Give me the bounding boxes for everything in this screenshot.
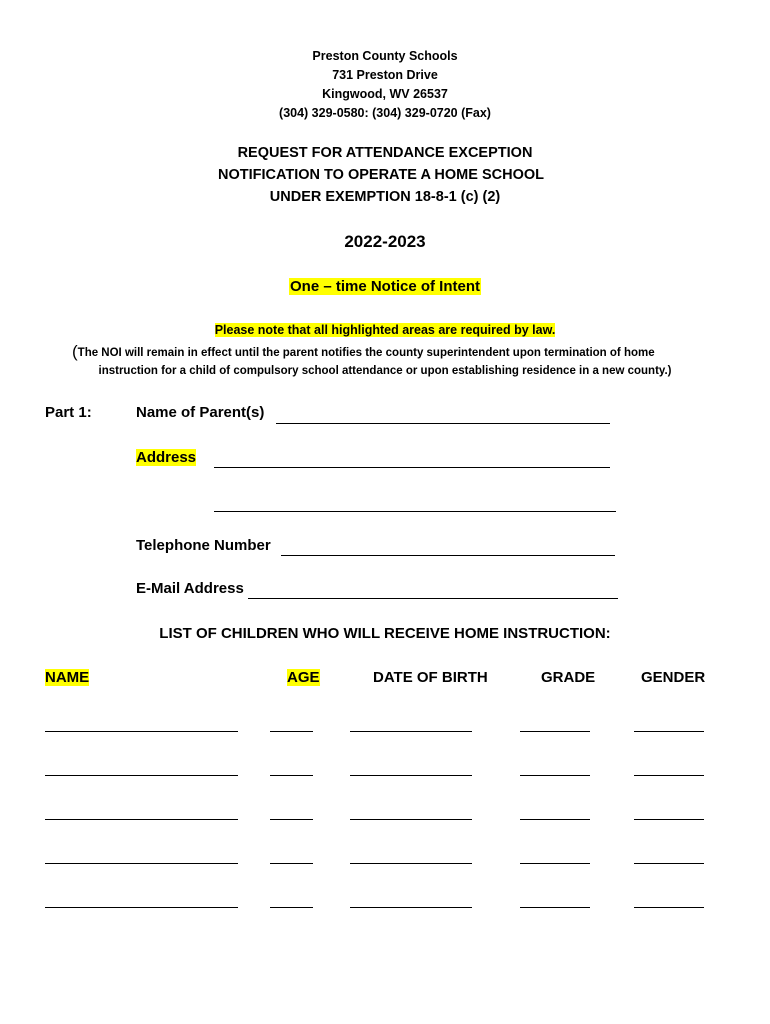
parent-name-field[interactable] xyxy=(276,423,610,424)
child-name-field[interactable] xyxy=(45,907,238,908)
address-field-line-1[interactable] xyxy=(214,467,610,468)
notice-of-intent-wrap xyxy=(0,278,770,296)
telephone-label: Telephone Number xyxy=(136,537,271,554)
child-age-field[interactable] xyxy=(270,775,313,776)
child-gender-field[interactable] xyxy=(634,863,704,864)
title-line-2: NOTIFICATION TO OPERATE A HOME SCHOOL xyxy=(218,167,544,183)
noi-note-open-paren: ( xyxy=(72,342,78,361)
col-grade: GRADE xyxy=(541,669,596,686)
child-name-field[interactable] xyxy=(45,775,238,776)
child-grade-field[interactable] xyxy=(520,907,590,908)
email-field[interactable] xyxy=(248,598,618,599)
children-heading: LIST OF CHILDREN WHO WILL RECEIVE HOME INSTRUCTION: xyxy=(159,625,611,642)
child-name-field[interactable] xyxy=(45,863,238,864)
child-dob-field[interactable] xyxy=(350,731,472,732)
title-line-3: UNDER EXEMPTION 18-8-1 (c) (2) xyxy=(269,189,501,205)
child-grade-field[interactable] xyxy=(520,731,590,732)
col-name-wrap xyxy=(45,669,89,686)
child-dob-field[interactable] xyxy=(350,819,472,820)
child-gender-field[interactable] xyxy=(634,775,704,776)
child-dob-field[interactable] xyxy=(350,907,472,908)
email-label: E-Mail Address xyxy=(136,580,244,597)
school-year: 2022-2023 xyxy=(344,232,426,251)
noi-note-text-1: The NOI will remain in effect until the parent notifies the county superintendent upon termination of home xyxy=(77,347,655,359)
school-street: 731 Preston Drive xyxy=(332,68,438,82)
child-age-field[interactable] xyxy=(270,819,313,820)
required-note-wrap xyxy=(0,321,770,339)
child-grade-field[interactable] xyxy=(520,775,590,776)
school-name: Preston County Schools xyxy=(312,49,458,63)
child-gender-field[interactable] xyxy=(634,731,704,732)
child-age-field[interactable] xyxy=(270,731,313,732)
child-gender-field[interactable] xyxy=(634,819,704,820)
col-age: AGE xyxy=(287,669,320,686)
notice-of-intent: One – time Notice of Intent xyxy=(289,278,481,295)
col-dob: DATE OF BIRTH xyxy=(373,669,488,686)
col-name: NAME xyxy=(45,669,90,686)
school-city: Kingwood, WV 26537 xyxy=(322,87,448,101)
child-dob-field[interactable] xyxy=(350,775,472,776)
noi-note-line-1 xyxy=(72,342,655,363)
address-label: Address xyxy=(136,449,197,466)
child-age-field[interactable] xyxy=(270,863,313,864)
child-grade-field[interactable] xyxy=(520,819,590,820)
child-grade-field[interactable] xyxy=(520,863,590,864)
school-phone: (304) 329-0580: (304) 329-0720 (Fax) xyxy=(279,106,491,120)
child-name-field[interactable] xyxy=(45,819,238,820)
title-line-1: REQUEST FOR ATTENDANCE EXCEPTION xyxy=(237,145,533,161)
child-gender-field[interactable] xyxy=(634,907,704,908)
parent-name-label: Name of Parent(s) xyxy=(136,404,265,421)
noi-note-line-2: instruction for a child of compulsory school attendance or upon establishing residence in a new county.) xyxy=(98,365,672,377)
address-label-wrap xyxy=(136,449,196,466)
child-name-field[interactable] xyxy=(45,731,238,732)
part1-label: Part 1: xyxy=(45,404,92,421)
telephone-field[interactable] xyxy=(281,555,615,556)
child-age-field[interactable] xyxy=(270,907,313,908)
address-field-line-2[interactable] xyxy=(214,511,616,512)
child-dob-field[interactable] xyxy=(350,863,472,864)
col-age-wrap xyxy=(287,669,320,686)
required-note: Please note that all highlighted areas are required by law. xyxy=(214,323,556,337)
col-gender: GENDER xyxy=(641,669,706,686)
